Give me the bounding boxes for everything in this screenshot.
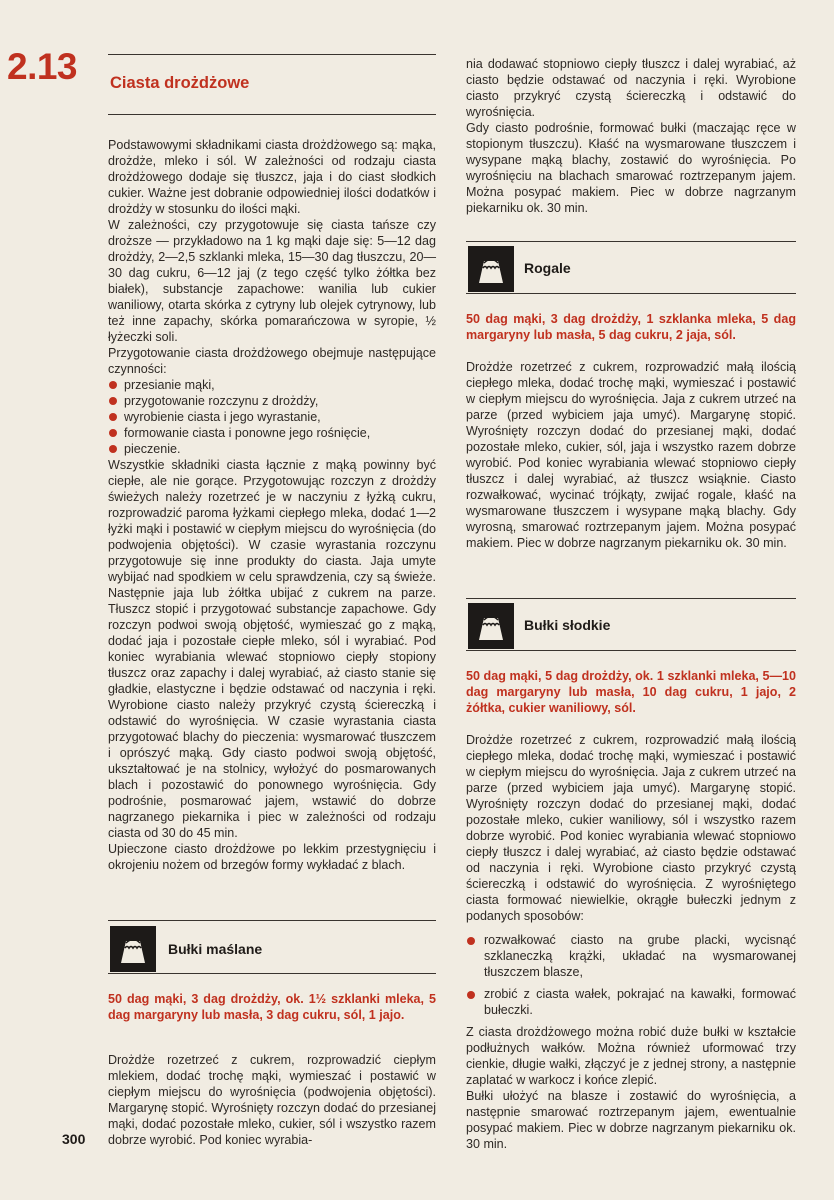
intro-column	[108, 137, 436, 873]
list-item: przesianie mąki,	[108, 377, 436, 393]
recipe-top-rule	[466, 241, 796, 242]
intro-paragraph: Upieczone ciasto drożdżowe po lekkim przestygnięciu i okrojeniu nożem od brzegów formy wykładać z blach.	[108, 842, 436, 872]
method-rogale: Drożdże rozetrzeć z cukrem, rozprowadzić małą ilością ciepłego mleka, dodać trochę mąki, wymieszać i postawić w ciepłym miejscu do wyrośnięcia. Jaja z cukrem utrzeć na parze (przed wybiciem jaja umyć). Margarynę stopić. Wyrośnięty rozczyn dodać do przesianej mąki, dodać pozostałe mleko, cukier, sól, jaja i wszystko razem dobrze wyrobić. Pod koniec wyrabiania wlewać stopniowo ciepły tłuszcz i dalej wyrabiać, aż tłuszcz wsiąknie. Ciasto rozwałkować, wycinać trójkąty, zwijać rogale, kłaść na wysmarowane tłuszczem i wysypane mąką blachy. Gdy wyrosną, smarować roztrzepanym jajem. Można posypać makiem. Piec w dobrze nagrzanym piekarniku ok. 30 min.	[466, 360, 796, 550]
title-top-rule	[108, 54, 436, 55]
recipe-title-bulki-maslane: Bułki maślane	[168, 941, 263, 957]
ingredients-rogale: 50 dag mąki, 3 dag drożdży, 1 szklanka mleka, 5 dag margaryny lub masła, 5 dag cukru, 2 jaja, sól.	[466, 312, 796, 342]
recipe-title-rogale: Rogale	[524, 260, 571, 276]
list-item: przygotowanie rozczynu z drożdży,	[108, 393, 436, 409]
list-item: pieczenie.	[108, 441, 436, 457]
bullet-icon	[109, 397, 117, 405]
recipe-title-bulki-slodkie: Bułki słodkie	[524, 617, 611, 633]
list-item: rozwałkować ciasto na grube placki, wycisnąć szklaneczką krążki, układać na wysmarowanej tłuszczem blasze,	[466, 932, 796, 980]
ingredients-bulki-slodkie: 50 dag mąki, 5 dag drożdży, ok. 1 szklanki mleka, 5—10 dag margaryny lub masła, 10 dag cukru, 1 jajo, 2 żółtka, cukier waniliowy, sól.	[466, 669, 796, 715]
recipe-bottom-rule	[466, 293, 796, 294]
method-bulki-slodkie: Drożdże rozetrzeć z cukrem, rozprowadzić małą ilością ciepłego mleka, dodać trochę mąki, wymieszać i postawić w ciepłym miejscu do wyrośnięcia. Jaja z cukrem utrzeć na parze (przed wybiciem jaja umyć). Margarynę stopić. Wyrośnięty rozczyn dodać do przesianej mąki, dodać pozostałe mleko, cukier waniliowy, sól i wszystko razem dobrze wyrobić. Pod koniec wyrabiania wlewać stopniowo ciepły tłuszcz i dalej wyrabiać, aż ciasto będzie odstawać od naczynia i ręki. Wyrobione ciasto przykryć czystą ściereczką i odstawić do wyrośnięcia. Z wyrośniętego ciasta formować niewielkie, okrągłe bułeczki jednym z podanych sposobów: rozwałkować ciasto na grube placki, wycisnąć szklaneczką krążki, układać na wysmarowanej tłuszczem blasze, zrobić z ciasta wałek, pokrajać na kawałki, formować bułeczki. Z ciasta drożdżowego można robić duże bułki w kształcie podłużnych wałków. Można również uformować trzy cienkie, długie wałki, złączyć je z jednej strony, a następnie zaplatać w warkocz i końce zlepić. Bułki ułożyć na blasze i zostawić do wyrośnięcia, a następnie smarować roztrzepanym jajem, ewentualnie posypać makiem. Piec w dobrze nagrzanym piekarniku ok. 30 min.	[466, 733, 796, 1151]
ingredients-bulki-maslane: 50 dag mąki, 3 dag drożdży, ok. 1½ szklanki mleka, 5 dag margaryny lub masła, 3 dag cukru, sól, 1 jajo.	[108, 992, 436, 1022]
list-item: wyrobienie ciasta i jego wyrastanie,	[108, 409, 436, 425]
bun-icon	[468, 246, 514, 292]
bullet-icon	[109, 381, 117, 389]
list-item: zrobić z ciasta wałek, pokrajać na kawałki, formować bułeczki.	[466, 986, 796, 1018]
intro-paragraph: Wszystkie składniki ciasta łącznie z mąką powinny być ciepłe, ale nie gorące. Przygotowując rozczyn z drożdży świeżych należy rozetrzeć je w naczyniu z łyżką cukru, rozprowadzić paroma łyżkami ciepłego mleka, dodać 1—2 łyżki mąki i postawić w ciepłym miejscu do wyrośnięcia (do podwojenia objętości). W czasie wyrastania rozczynu przygotowuje się inne produkty do ciasta. Jaja umyte wybijać nad spodkiem w celu sprawdzenia, czy są świeże. Następnie jaja lub żółtka ubijać z cukrem na parze. Tłuszcz stopić i przygotować substancje zapachowe. Gdy rozczyn podwoi swoją objętość, wymieszać go z mąką, dodać jaja i pozostałe ciepłe mleko, sól i wyrabiać. Pod koniec wyrabiania wlewać stopniowo ciepły stopiony tłuszcz oraz zapachy i dalej wyrabiać, aż ciasto stanie się gładkie, elastyczne i będzie odstawać od naczynia i ręki. Wyrobione ciasto należy przykryć czystą ściereczką i odstawić do wyrośnięcia. W czasie wyrastania ciasta przygotować blachy do pieczenia: wysmarować tłuszczem i oprószyć mąką. Gdy ciasto podwoi swoją objętość, ukształtować je na stolnicy, wyłożyć do posmarowanych blach i pozostawić do ponownego wyrośnięcia. Gdy podrośnie, posmarować jajem, wstawić do dobrze nagrzanego piekarnika i piec w zależności od rodzaju ciasta od 30 do 45 min.	[108, 458, 436, 840]
bun-icon	[110, 926, 156, 972]
forming-options-list	[466, 932, 796, 1018]
method-bulki-maslane-cont: nia dodawać stopniowo ciepły tłuszcz i dalej wyrabiać, aż ciasto będzie odstawać od naczynia i ręki. Wyrobione ciasto przykryć czystą ściereczką i odstawić do wyrośnięcia. Gdy ciasto podrośnie, formować bułki (maczając ręce w stopionym tłuszczu). Kłaść na wysmarowane tłuszczem i wysypane mąką blachy, zostawić do wyrośnięcia. Po wyrośnięciu na blachach smarować roztrzepanym jajem. Można posypać makiem. Piec w dobrze nagrzanym piekarniku ok. 30 min.	[466, 57, 796, 215]
bullet-icon	[109, 429, 117, 437]
recipe-bottom-rule	[108, 973, 436, 974]
section-title: Ciasta drożdżowe	[110, 74, 250, 92]
bullet-icon	[109, 413, 117, 421]
method-bulki-maslane: Drożdże rozetrzeć z cukrem, rozprowadzić ciepłym mlekiem, dodać trochę mąki, wymieszać i postawić w ciepłym miejscu do wyrośnięcia (podwojenia objętości). Margarynę stopić. Wyrośnięty rozczyn dodać do przesianej mąki, dodać pozostałe mleko, cukier, sól i wszystko razem dobrze wyrobić. Pod koniec wyrabia-	[108, 1053, 436, 1147]
bun-icon	[468, 603, 514, 649]
bullet-icon	[467, 991, 475, 999]
list-item: formowanie ciasta i ponowne jego rośnięcie,	[108, 425, 436, 441]
steps-list	[108, 377, 436, 457]
recipe-top-rule	[108, 920, 436, 921]
bullet-icon	[109, 445, 117, 453]
recipe-bottom-rule	[466, 650, 796, 651]
recipe-top-rule	[466, 598, 796, 599]
bullet-icon	[467, 937, 475, 945]
page-number: 300	[62, 1131, 86, 1147]
title-bottom-rule	[108, 114, 436, 115]
section-number: 2.13	[7, 46, 78, 87]
intro-paragraph: Przygotowanie ciasta drożdżowego obejmuje następujące czynności:	[108, 346, 436, 376]
intro-paragraph: W zależności, czy przygotowuje się ciasta tańsze czy droższe — przykładowo na 1 kg mąki daje się: 5—12 dag drożdży, 2—2,5 szklanki mleka, 15—30 dag tłuszczu, 20—30 dag cukru, 6—12 jaj (z tego część tylko żółtka bez białek), substancje zapachowe: wanilia lub cukier waniliowy, otarta skórka z cytryny lub olejek cytrynowy, lub też inne zapachy, skórka pomarańczowa w syropie, ½ łyżeczki soli.	[108, 218, 436, 344]
intro-paragraph: Podstawowymi składnikami ciasta drożdżowego są: mąka, drożdże, mleko i sól. W zależności od rodzaju ciasta drożdżowego dodaje się tłuszcz, jaja i do ciast słodkich cukier. Ważne jest dobranie odpowiedniej ilości dodatków i drożdży w stosunku do ilości mąki.	[108, 138, 436, 216]
